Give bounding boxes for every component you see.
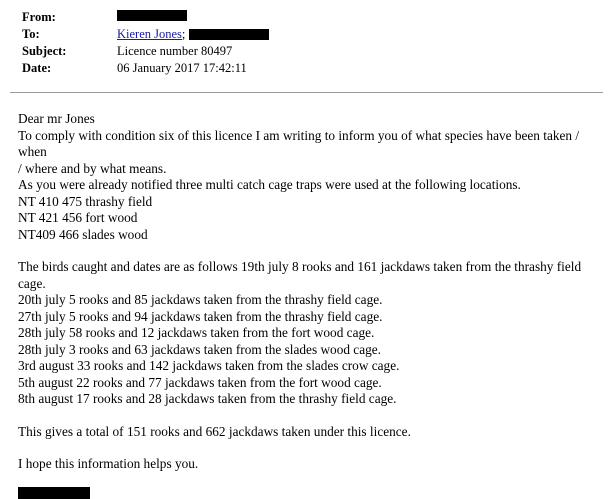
header-row-subject (22, 44, 613, 59)
location-line: NT409 466 slades wood (18, 226, 148, 242)
to-value (117, 27, 269, 42)
total-line: This gives a total of 151 rooks and 662 jackdaws taken under this licence. (18, 423, 411, 439)
date-label: Date: (22, 61, 52, 75)
redaction-block-from (117, 10, 187, 21)
redaction-block-signature (18, 487, 90, 499)
subject-label: Subject: (22, 44, 67, 58)
record-line: 27th july 5 rooks and 94 jackdaws taken from the thrashy field cage. (18, 308, 383, 324)
body-spacer (18, 440, 599, 456)
greeting-line: Dear mr Jones (18, 111, 95, 126)
email-header (0, 0, 613, 84)
email-body (0, 93, 613, 473)
intro-line-2: / where and by what means. (18, 160, 167, 176)
header-row-date (22, 61, 613, 76)
subject-value: Licence number 80497 (117, 44, 233, 58)
to-recipient-link[interactable]: Kieren Jones (117, 27, 182, 41)
record-line: 3rd august 33 rooks and 142 jackdaws taken from the slades crow cage. (18, 358, 400, 373)
record-line: 8th august 17 rooks and 28 jackdaws taken from the thrashy field cage. (18, 391, 397, 406)
record-line: 28th july 58 rooks and 12 jackdaws taken from the fort wood cage. (18, 325, 375, 340)
date-value: 06 January 2017 17:42:11 (117, 61, 247, 75)
record-line: 20th july 5 rooks and 85 jackdaws taken from the thrashy field cage. (18, 292, 383, 307)
header-row-from (22, 10, 613, 25)
notified-line: As you were already notified three multi catch cage traps were used at the following locations. (18, 177, 521, 192)
closing-line: I hope this information helps you. (18, 456, 199, 471)
from-label: From: (22, 10, 56, 24)
record-line: 28th july 3 rooks and 63 jackdaws taken from the slades wood cage. (18, 341, 381, 357)
to-separator: ; (181, 27, 186, 41)
location-line: NT 410 475 thrashy field (18, 193, 153, 209)
body-spacer (18, 243, 599, 259)
intro-line-1: To comply with condition six of this licence I am writing to inform you of what species have been taken / when (18, 127, 580, 159)
record-line: 5th august 22 rooks and 77 jackdaws taken from the fort wood cage. (18, 374, 382, 390)
redaction-block-to (189, 29, 269, 40)
to-label: To: (22, 27, 40, 41)
records-intro-line: The birds caught and dates are as follows 19th july 8 rooks and 161 jackdaws taken from the thrashy field cage. (18, 259, 582, 291)
header-row-to (22, 27, 613, 42)
from-value (117, 10, 187, 21)
location-line: NT 421 456 fort wood (18, 210, 138, 225)
body-spacer (18, 408, 599, 424)
